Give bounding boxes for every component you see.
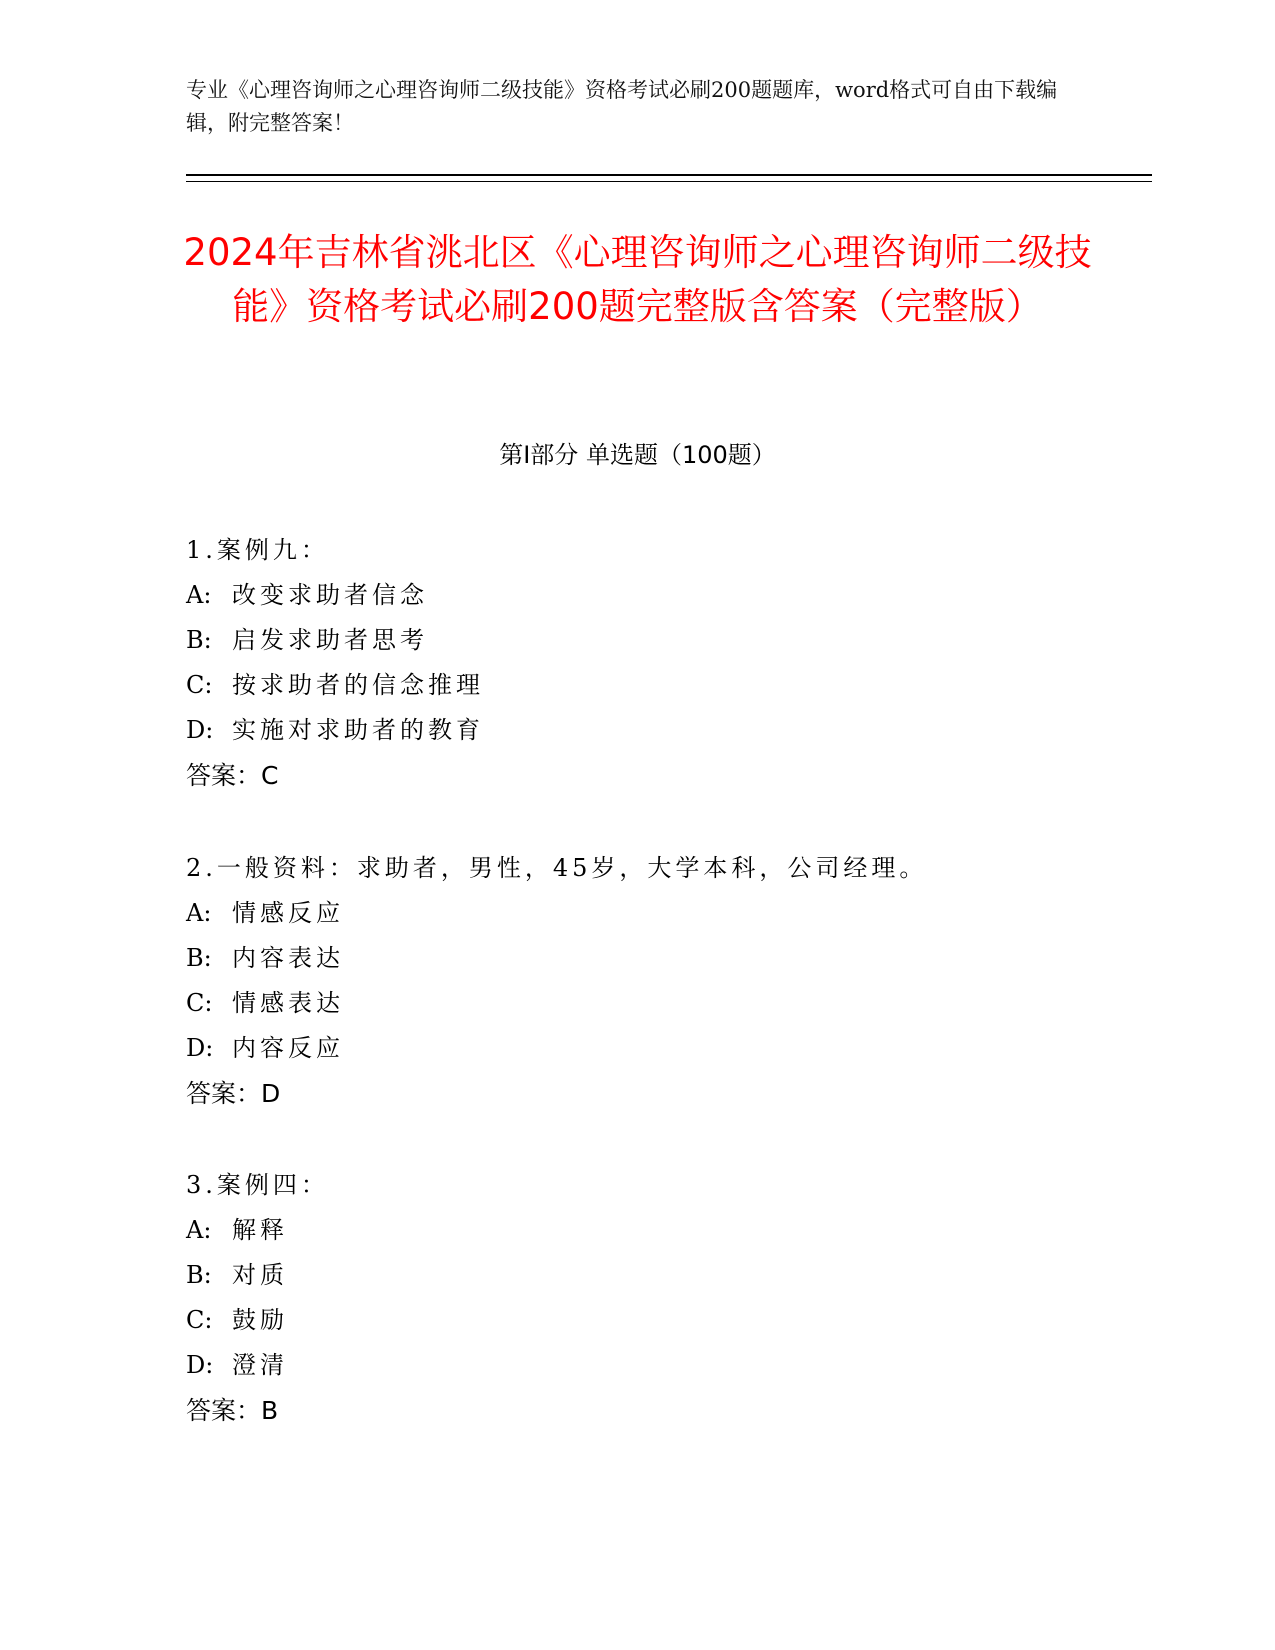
- option-c: [186, 1298, 1086, 1343]
- question-stem: 3.案例四：: [186, 1171, 329, 1199]
- question-stem: 1.案例九：: [186, 536, 329, 564]
- option-key: A:: [186, 899, 212, 927]
- option-text: 内容表达: [232, 944, 344, 972]
- option-key: B:: [186, 1261, 212, 1289]
- header-note: 专业《心理咨询师之心理咨询师二级技能》资格考试必刷200题题库，word格式可自由下载编辑，附完整答案！: [186, 78, 1058, 135]
- option-d: [186, 1343, 1086, 1388]
- option-key: D:: [186, 716, 214, 744]
- answer-line: 答案：C: [186, 761, 279, 790]
- option-text: 按求助者的信念推理: [232, 671, 484, 699]
- option-d: [186, 1026, 1086, 1071]
- question-block: [186, 846, 1086, 1116]
- section-heading: 第I部分 单选题（100题）: [499, 441, 776, 469]
- option-text: 澄清: [232, 1351, 288, 1379]
- answer-line: 答案：B: [186, 1396, 279, 1425]
- option-b: [186, 1253, 1086, 1298]
- question-block: [186, 528, 1086, 798]
- option-b: [186, 936, 1086, 981]
- header-divider-thick: [186, 174, 1152, 176]
- option-key: D:: [186, 1034, 214, 1062]
- option-text: 情感表达: [232, 989, 344, 1017]
- option-key: C:: [186, 989, 213, 1017]
- question-block: [186, 1163, 1086, 1433]
- option-text: 鼓励: [232, 1306, 288, 1334]
- option-text: 内容反应: [232, 1034, 344, 1062]
- option-text: 实施对求助者的教育: [232, 716, 484, 744]
- answer-line: 答案：D: [186, 1079, 281, 1108]
- option-a: [186, 573, 1086, 618]
- option-c: [186, 663, 1086, 708]
- option-key: C:: [186, 671, 213, 699]
- option-key: A:: [186, 581, 212, 609]
- header-divider-thin: [186, 181, 1152, 182]
- option-key: C:: [186, 1306, 213, 1334]
- option-text: 情感反应: [232, 899, 344, 927]
- question-stem: 2.一般资料：求助者，男性，45岁，大学本科，公司经理。: [186, 854, 928, 882]
- option-key: D:: [186, 1351, 214, 1379]
- option-text: 改变求助者信念: [232, 581, 428, 609]
- option-c: [186, 981, 1086, 1026]
- document-title: 2024年吉林省洮北区《心理咨询师之心理咨询师二级技能》资格考试必刷200题完整版含答案（完整版）: [183, 231, 1092, 328]
- option-key: A:: [186, 1216, 212, 1244]
- option-b: [186, 618, 1086, 663]
- option-a: [186, 1208, 1086, 1253]
- option-key: B:: [186, 944, 212, 972]
- option-d: [186, 708, 1086, 753]
- option-key: B:: [186, 626, 212, 654]
- option-text: 启发求助者思考: [232, 626, 428, 654]
- option-a: [186, 891, 1086, 936]
- option-text: 解释: [232, 1216, 288, 1244]
- option-text: 对质: [232, 1261, 288, 1289]
